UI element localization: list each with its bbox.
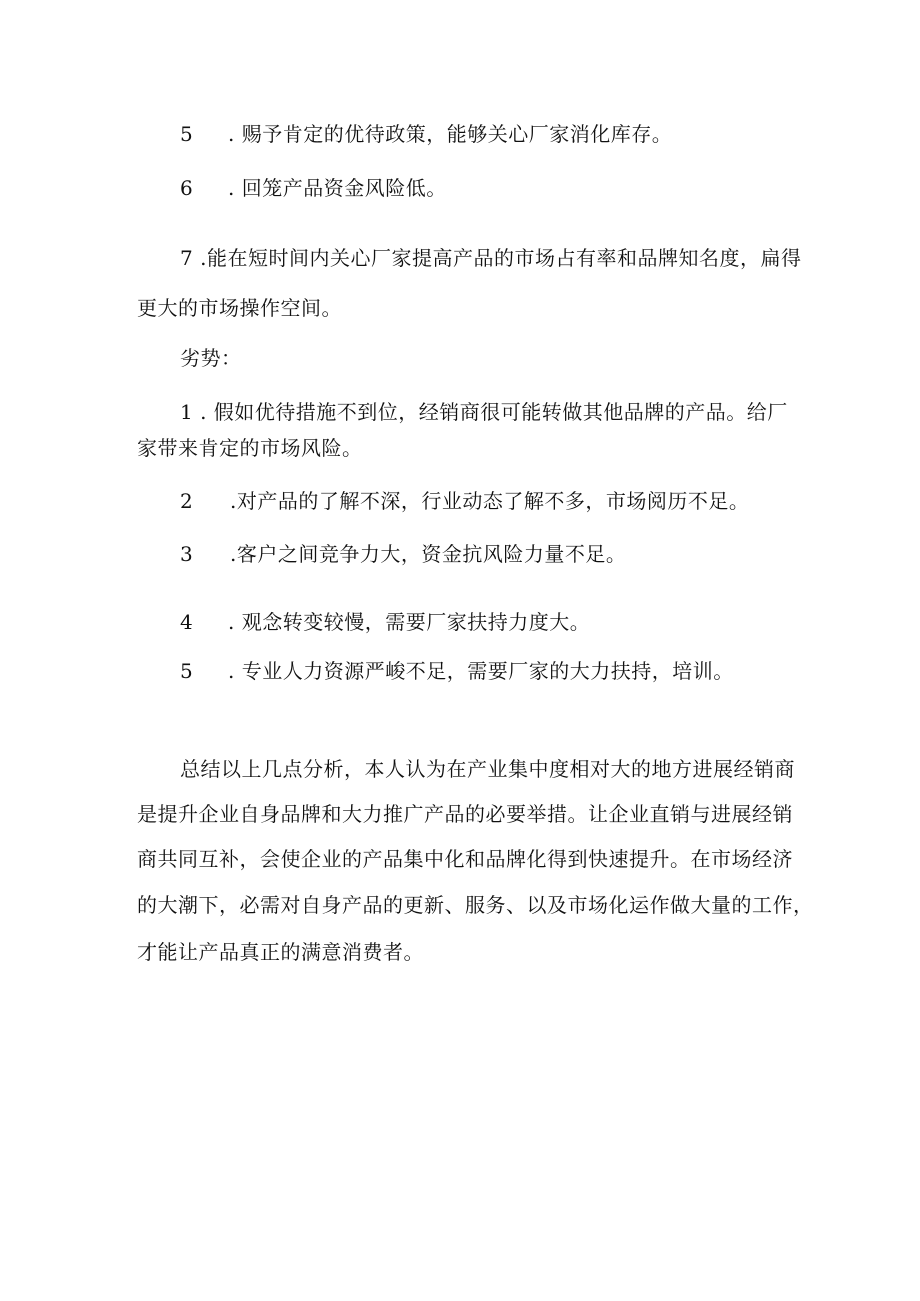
summary-line-5: 才能让产品真正的满意消费者。 bbox=[137, 940, 424, 964]
disadvantage-item-2 bbox=[180, 487, 750, 515]
advantage-item-5 bbox=[180, 120, 673, 148]
disadvantages-heading: 劣势： bbox=[180, 346, 242, 370]
item-text: . 回笼产品资金风险低。 bbox=[228, 176, 447, 200]
item-text: . 观念转变较慢，需要厂家扶持力度大。 bbox=[228, 610, 591, 634]
disadvantage-item-4 bbox=[180, 608, 591, 636]
item-number: 5 bbox=[180, 122, 194, 146]
disadvantage-item-1-line2: 家带来肯定的市场风险。 bbox=[137, 436, 363, 460]
disadvantage-item-5 bbox=[180, 657, 734, 685]
disadvantage-item-1-line1: 1 . 假如优待措施不到位，经销商很可能转做其他品牌的产品。给厂 bbox=[180, 400, 788, 424]
summary-line-1: 总结以上几点分析，本人认为在产业集中度相对大的地方进展经销商 bbox=[180, 757, 795, 781]
item-text: . 专业人力资源严峻不足，需要厂家的大力扶持，培训。 bbox=[228, 659, 734, 683]
item-text: .客户之间竞争力大，资金抗风险力量不足。 bbox=[230, 542, 627, 566]
item-text: .对产品的了解不深，行业动态了解不多，市场阅历不足。 bbox=[230, 489, 750, 513]
item-number: 2 bbox=[180, 489, 194, 513]
disadvantage-item-3 bbox=[180, 540, 627, 568]
advantage-item-6 bbox=[180, 174, 447, 202]
item-number: 5 bbox=[180, 659, 194, 683]
advantage-item-7-line2: 更大的市场操作空间。 bbox=[137, 296, 342, 320]
summary-line-4: 的大潮下，必需对自身产品的更新、服务、以及市场化运作做大量的工作， bbox=[137, 893, 814, 917]
item-number: 4 bbox=[180, 610, 194, 634]
advantage-item-7-line1: 7 .能在短时间内关心厂家提高产品的市场占有率和品牌知名度，扁得 bbox=[180, 246, 802, 270]
item-number: 3 bbox=[180, 542, 194, 566]
item-text: . 赐予肯定的优待政策，能够关心厂家消化库存。 bbox=[228, 122, 673, 146]
summary-line-3: 商共同互补，会使企业的产品集中化和品牌化得到快速提升。在市场经济 bbox=[137, 847, 793, 871]
item-number: 6 bbox=[180, 176, 194, 200]
summary-line-2: 是提升企业自身品牌和大力推广产品的必要举措。让企业直销与进展经销 bbox=[137, 802, 793, 826]
